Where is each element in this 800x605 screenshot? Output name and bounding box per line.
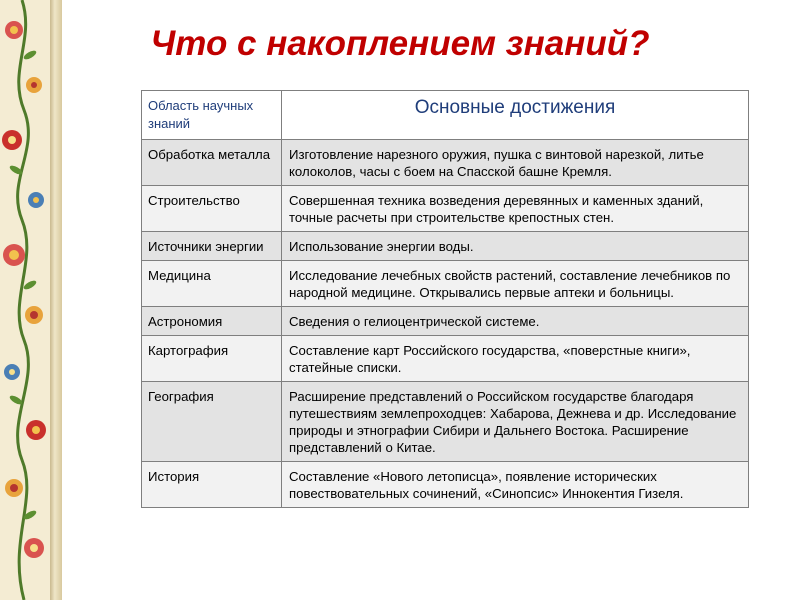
area-cell: Строительство — [142, 186, 282, 232]
ornament-ribbon — [50, 0, 62, 600]
achievement-cell: Исследование лечебных свойств растений, составление лечебников по народной медицине. Открывались первые аптеки и больницы. — [282, 261, 749, 307]
area-cell: Медицина — [142, 261, 282, 307]
page-title: Что с накоплением знаний? — [150, 24, 650, 63]
area-cell: Картография — [142, 336, 282, 382]
area-cell: Источники энергии — [142, 232, 282, 261]
table-row — [142, 307, 749, 336]
floral-ornament-border-icon — [0, 0, 62, 600]
area-cell: География — [142, 382, 282, 462]
achievement-cell: Использование энергии воды. — [282, 232, 749, 261]
achievements-table — [141, 90, 749, 508]
table-row — [142, 462, 749, 508]
header-achievements: Основные достижения — [282, 91, 749, 140]
achievement-cell: Изготовление нарезного оружия, пушка с винтовой нарезкой, литье колоколов, часы с боем на Спасской башне Кремля. — [282, 140, 749, 186]
achievement-cell: Составление «Нового летописца», появление исторических повествовательных сочинений, «Синопсис» Иннокентия Гизеля. — [282, 462, 749, 508]
achievement-cell: Совершенная техника возведения деревянных и каменных зданий, точные расчеты при строительстве крепостных стен. — [282, 186, 749, 232]
header-area: Область научных знаний — [142, 91, 282, 140]
table-row — [142, 232, 749, 261]
achievement-cell: Расширение представлений о Российском государстве благодаря путешествиям землепроходцев: Хабарова, Дежнева и др. Исследование природы и этнографии Сибири и Дальнего Востока. Расширение представлений о Китае. — [282, 382, 749, 462]
table-row — [142, 140, 749, 186]
table-row — [142, 336, 749, 382]
table-row — [142, 186, 749, 232]
achievement-cell: Составление карт Российского государства, «поверстные книги», статейные списки. — [282, 336, 749, 382]
table-row — [142, 382, 749, 462]
area-cell: История — [142, 462, 282, 508]
table-header-row — [142, 91, 749, 140]
table-row — [142, 261, 749, 307]
area-cell: Обработка металла — [142, 140, 282, 186]
area-cell: Астрономия — [142, 307, 282, 336]
achievement-cell: Сведения о гелиоцентрической системе. — [282, 307, 749, 336]
